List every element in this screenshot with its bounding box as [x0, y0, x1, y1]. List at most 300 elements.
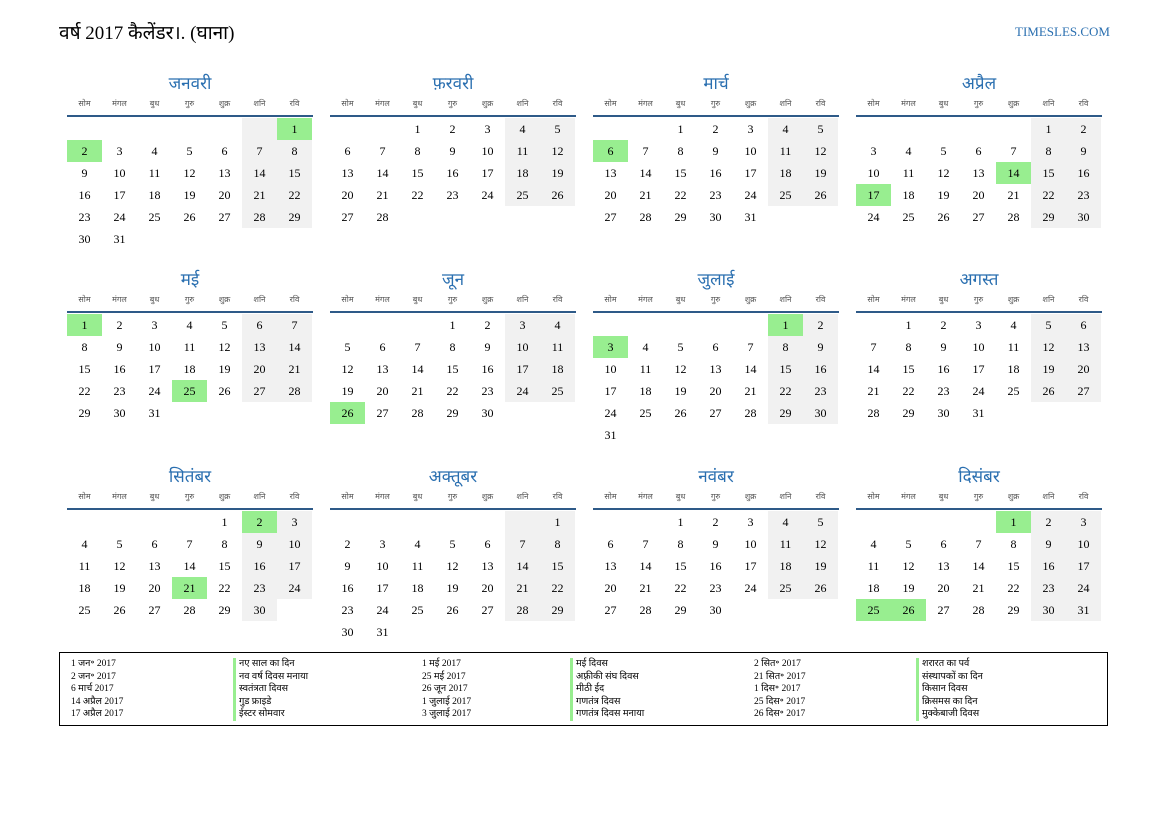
- day-cell[interactable]: 6: [1066, 314, 1101, 336]
- day-cell[interactable]: 9: [242, 533, 277, 555]
- day-cell[interactable]: 22: [768, 380, 803, 402]
- day-cell[interactable]: 12: [902, 559, 915, 573]
- holiday-day-cell[interactable]: 14: [996, 162, 1031, 184]
- day-cell[interactable]: 7: [975, 537, 982, 551]
- day-cell[interactable]: 7: [1010, 144, 1017, 158]
- day-cell[interactable]: 16: [341, 581, 354, 595]
- day-cell[interactable]: 14: [639, 166, 652, 180]
- day-cell[interactable]: 28: [242, 206, 277, 228]
- day-cell[interactable]: 13: [148, 559, 161, 573]
- day-cell[interactable]: 11: [540, 336, 575, 358]
- day-cell[interactable]: 17: [744, 166, 757, 180]
- day-cell[interactable]: 20: [709, 384, 722, 398]
- day-cell[interactable]: 9: [940, 340, 947, 354]
- day-cell[interactable]: 1: [221, 515, 228, 529]
- day-cell[interactable]: 17: [505, 358, 540, 380]
- day-cell[interactable]: 17: [1066, 555, 1101, 577]
- day-cell[interactable]: 10: [481, 144, 494, 158]
- day-cell[interactable]: 5: [540, 118, 575, 140]
- day-cell[interactable]: 19: [674, 384, 687, 398]
- day-cell[interactable]: 13: [242, 336, 277, 358]
- day-cell[interactable]: 20: [604, 581, 617, 595]
- day-cell[interactable]: 22: [446, 384, 459, 398]
- day-cell[interactable]: 19: [937, 188, 950, 202]
- day-cell[interactable]: 12: [803, 140, 838, 162]
- day-cell[interactable]: 25: [148, 210, 161, 224]
- day-cell[interactable]: 23: [481, 384, 494, 398]
- holiday-day-cell[interactable]: 1: [768, 314, 803, 336]
- day-cell[interactable]: 23: [803, 380, 838, 402]
- day-cell[interactable]: 28: [639, 210, 652, 224]
- day-cell[interactable]: 10: [113, 166, 126, 180]
- day-cell[interactable]: 29: [768, 402, 803, 424]
- day-cell[interactable]: 26: [937, 210, 950, 224]
- day-cell[interactable]: 29: [446, 406, 459, 420]
- day-cell[interactable]: 4: [768, 118, 803, 140]
- day-cell[interactable]: 8: [768, 336, 803, 358]
- day-cell[interactable]: 10: [376, 559, 389, 573]
- day-cell[interactable]: 17: [148, 362, 161, 376]
- day-cell[interactable]: 24: [604, 406, 617, 420]
- day-cell[interactable]: 8: [1031, 140, 1066, 162]
- day-cell[interactable]: 10: [505, 336, 540, 358]
- day-cell[interactable]: 18: [505, 162, 540, 184]
- day-cell[interactable]: 30: [341, 625, 354, 639]
- day-cell[interactable]: 9: [484, 340, 491, 354]
- day-cell[interactable]: 10: [744, 537, 757, 551]
- day-cell[interactable]: 18: [768, 162, 803, 184]
- day-cell[interactable]: 29: [78, 406, 91, 420]
- holiday-day-cell[interactable]: 1: [277, 118, 312, 140]
- day-cell[interactable]: 14: [639, 559, 652, 573]
- day-cell[interactable]: 2: [712, 122, 719, 136]
- day-cell[interactable]: 13: [1066, 336, 1101, 358]
- day-cell[interactable]: 8: [905, 340, 912, 354]
- day-cell[interactable]: 26: [113, 603, 126, 617]
- day-cell[interactable]: 23: [1031, 577, 1066, 599]
- day-cell[interactable]: 29: [674, 603, 687, 617]
- day-cell[interactable]: 25: [540, 380, 575, 402]
- day-cell[interactable]: 21: [639, 188, 652, 202]
- day-cell[interactable]: 13: [604, 559, 617, 573]
- day-cell[interactable]: 30: [709, 210, 722, 224]
- day-cell[interactable]: 9: [344, 559, 351, 573]
- day-cell[interactable]: 24: [277, 577, 312, 599]
- day-cell[interactable]: 30: [803, 402, 838, 424]
- day-cell[interactable]: 16: [113, 362, 126, 376]
- day-cell[interactable]: 27: [604, 603, 617, 617]
- day-cell[interactable]: 3: [870, 144, 877, 158]
- holiday-day-cell[interactable]: 21: [172, 577, 207, 599]
- day-cell[interactable]: 22: [1031, 184, 1066, 206]
- day-cell[interactable]: 9: [712, 144, 719, 158]
- day-cell[interactable]: 20: [341, 188, 354, 202]
- day-cell[interactable]: 26: [1031, 380, 1066, 402]
- day-cell[interactable]: 8: [1010, 537, 1017, 551]
- day-cell[interactable]: 7: [186, 537, 193, 551]
- day-cell[interactable]: 10: [1066, 533, 1101, 555]
- day-cell[interactable]: 7: [642, 144, 649, 158]
- day-cell[interactable]: 27: [1066, 380, 1101, 402]
- holiday-day-cell[interactable]: 25: [172, 380, 207, 402]
- day-cell[interactable]: 12: [341, 362, 354, 376]
- day-cell[interactable]: 18: [639, 384, 652, 398]
- day-cell[interactable]: 13: [376, 362, 389, 376]
- day-cell[interactable]: 2: [1066, 118, 1101, 140]
- day-cell[interactable]: 19: [1031, 358, 1066, 380]
- day-cell[interactable]: 26: [183, 210, 196, 224]
- day-cell[interactable]: 5: [116, 537, 123, 551]
- day-cell[interactable]: 24: [867, 210, 880, 224]
- day-cell[interactable]: 30: [1066, 206, 1101, 228]
- day-cell[interactable]: 9: [81, 166, 88, 180]
- day-cell[interactable]: 8: [221, 537, 228, 551]
- day-cell[interactable]: 24: [148, 384, 161, 398]
- day-cell[interactable]: 3: [484, 122, 491, 136]
- day-cell[interactable]: 4: [870, 537, 877, 551]
- day-cell[interactable]: 20: [604, 188, 617, 202]
- day-cell[interactable]: 7: [505, 533, 540, 555]
- day-cell[interactable]: 11: [505, 140, 540, 162]
- day-cell[interactable]: 10: [972, 340, 985, 354]
- day-cell[interactable]: 2: [803, 314, 838, 336]
- day-cell[interactable]: 12: [113, 559, 126, 573]
- day-cell[interactable]: 4: [540, 314, 575, 336]
- day-cell[interactable]: 9: [449, 144, 456, 158]
- day-cell[interactable]: 12: [183, 166, 196, 180]
- day-cell[interactable]: 19: [218, 362, 231, 376]
- day-cell[interactable]: 27: [972, 210, 985, 224]
- day-cell[interactable]: 9: [803, 336, 838, 358]
- day-cell[interactable]: 24: [113, 210, 126, 224]
- day-cell[interactable]: 24: [1066, 577, 1101, 599]
- day-cell[interactable]: 19: [803, 162, 838, 184]
- day-cell[interactable]: 2: [940, 318, 947, 332]
- day-cell[interactable]: 23: [341, 603, 354, 617]
- day-cell[interactable]: 4: [505, 118, 540, 140]
- day-cell[interactable]: 27: [481, 603, 494, 617]
- day-cell[interactable]: 6: [975, 144, 982, 158]
- day-cell[interactable]: 13: [937, 559, 950, 573]
- day-cell[interactable]: 19: [540, 162, 575, 184]
- day-cell[interactable]: 8: [677, 144, 684, 158]
- day-cell[interactable]: 12: [803, 533, 838, 555]
- day-cell[interactable]: 29: [218, 603, 231, 617]
- day-cell[interactable]: 30: [1031, 599, 1066, 621]
- day-cell[interactable]: 14: [376, 166, 389, 180]
- day-cell[interactable]: 30: [113, 406, 126, 420]
- holiday-day-cell[interactable]: 1: [67, 314, 102, 336]
- day-cell[interactable]: 9: [1031, 533, 1066, 555]
- holiday-day-cell[interactable]: 2: [67, 140, 102, 162]
- day-cell[interactable]: 7: [242, 140, 277, 162]
- day-cell[interactable]: 28: [411, 406, 424, 420]
- day-cell[interactable]: 16: [709, 166, 722, 180]
- day-cell[interactable]: 21: [744, 384, 757, 398]
- day-cell[interactable]: 12: [674, 362, 687, 376]
- day-cell[interactable]: 5: [677, 340, 684, 354]
- day-cell[interactable]: 28: [744, 406, 757, 420]
- day-cell[interactable]: 15: [674, 559, 687, 573]
- day-cell[interactable]: 20: [376, 384, 389, 398]
- day-cell[interactable]: 7: [379, 144, 386, 158]
- day-cell[interactable]: 13: [972, 166, 985, 180]
- day-cell[interactable]: 30: [242, 599, 277, 621]
- holiday-day-cell[interactable]: 2: [242, 511, 277, 533]
- day-cell[interactable]: 23: [937, 384, 950, 398]
- day-cell[interactable]: 10: [148, 340, 161, 354]
- day-cell[interactable]: 5: [905, 537, 912, 551]
- day-cell[interactable]: 20: [218, 188, 231, 202]
- day-cell[interactable]: 3: [1066, 511, 1101, 533]
- day-cell[interactable]: 1: [414, 122, 421, 136]
- day-cell[interactable]: 3: [975, 318, 982, 332]
- day-cell[interactable]: 30: [78, 232, 91, 246]
- day-cell[interactable]: 3: [379, 537, 386, 551]
- day-cell[interactable]: 6: [242, 314, 277, 336]
- day-cell[interactable]: 13: [604, 166, 617, 180]
- day-cell[interactable]: 1: [540, 511, 575, 533]
- day-cell[interactable]: 12: [218, 340, 231, 354]
- day-cell[interactable]: 15: [411, 166, 424, 180]
- day-cell[interactable]: 27: [218, 210, 231, 224]
- day-cell[interactable]: 21: [242, 184, 277, 206]
- day-cell[interactable]: 19: [803, 555, 838, 577]
- day-cell[interactable]: 25: [902, 210, 915, 224]
- day-cell[interactable]: 28: [639, 603, 652, 617]
- day-cell[interactable]: 20: [148, 581, 161, 595]
- day-cell[interactable]: 10: [604, 362, 617, 376]
- day-cell[interactable]: 14: [744, 362, 757, 376]
- day-cell[interactable]: 12: [1031, 336, 1066, 358]
- day-cell[interactable]: 14: [972, 559, 985, 573]
- day-cell[interactable]: 15: [277, 162, 312, 184]
- day-cell[interactable]: 4: [642, 340, 649, 354]
- day-cell[interactable]: 24: [505, 380, 540, 402]
- day-cell[interactable]: 29: [540, 599, 575, 621]
- day-cell[interactable]: 2: [449, 122, 456, 136]
- day-cell[interactable]: 29: [902, 406, 915, 420]
- day-cell[interactable]: 22: [277, 184, 312, 206]
- day-cell[interactable]: 11: [768, 140, 803, 162]
- day-cell[interactable]: 21: [867, 384, 880, 398]
- day-cell[interactable]: 26: [674, 406, 687, 420]
- day-cell[interactable]: 8: [414, 144, 421, 158]
- day-cell[interactable]: 3: [277, 511, 312, 533]
- day-cell[interactable]: 17: [604, 384, 617, 398]
- day-cell[interactable]: 14: [505, 555, 540, 577]
- day-cell[interactable]: 16: [78, 188, 91, 202]
- day-cell[interactable]: 23: [1066, 184, 1101, 206]
- holiday-day-cell[interactable]: 1: [996, 511, 1031, 533]
- day-cell[interactable]: 14: [277, 336, 312, 358]
- day-cell[interactable]: 23: [78, 210, 91, 224]
- day-cell[interactable]: 19: [113, 581, 126, 595]
- day-cell[interactable]: 11: [902, 166, 915, 180]
- day-cell[interactable]: 21: [277, 358, 312, 380]
- day-cell[interactable]: 5: [186, 144, 193, 158]
- day-cell[interactable]: 8: [677, 537, 684, 551]
- day-cell[interactable]: 5: [221, 318, 228, 332]
- day-cell[interactable]: 23: [446, 188, 459, 202]
- holiday-day-cell[interactable]: 3: [593, 336, 628, 358]
- day-cell[interactable]: 23: [113, 384, 126, 398]
- day-cell[interactable]: 30: [937, 406, 950, 420]
- day-cell[interactable]: 1: [1031, 118, 1066, 140]
- day-cell[interactable]: 11: [78, 559, 91, 573]
- day-cell[interactable]: 29: [1031, 206, 1066, 228]
- day-cell[interactable]: 14: [411, 362, 424, 376]
- day-cell[interactable]: 21: [972, 581, 985, 595]
- day-cell[interactable]: 23: [709, 581, 722, 595]
- day-cell[interactable]: 5: [449, 537, 456, 551]
- day-cell[interactable]: 19: [341, 384, 354, 398]
- day-cell[interactable]: 18: [867, 581, 880, 595]
- day-cell[interactable]: 16: [1031, 555, 1066, 577]
- day-cell[interactable]: 29: [674, 210, 687, 224]
- day-cell[interactable]: 17: [376, 581, 389, 595]
- day-cell[interactable]: 4: [1010, 318, 1017, 332]
- day-cell[interactable]: 4: [414, 537, 421, 551]
- day-cell[interactable]: 25: [639, 406, 652, 420]
- day-cell[interactable]: 18: [148, 188, 161, 202]
- day-cell[interactable]: 6: [379, 340, 386, 354]
- day-cell[interactable]: 20: [481, 581, 494, 595]
- day-cell[interactable]: 28: [867, 406, 880, 420]
- day-cell[interactable]: 6: [484, 537, 491, 551]
- day-cell[interactable]: 21: [376, 188, 389, 202]
- day-cell[interactable]: 31: [604, 428, 617, 442]
- day-cell[interactable]: 15: [446, 362, 459, 376]
- day-cell[interactable]: 16: [803, 358, 838, 380]
- day-cell[interactable]: 17: [481, 166, 494, 180]
- day-cell[interactable]: 18: [768, 555, 803, 577]
- day-cell[interactable]: 11: [1007, 340, 1020, 354]
- day-cell[interactable]: 7: [277, 314, 312, 336]
- day-cell[interactable]: 24: [744, 581, 757, 595]
- day-cell[interactable]: 26: [803, 577, 838, 599]
- day-cell[interactable]: 24: [972, 384, 985, 398]
- day-cell[interactable]: 15: [78, 362, 91, 376]
- day-cell[interactable]: 27: [242, 380, 277, 402]
- day-cell[interactable]: 29: [277, 206, 312, 228]
- holiday-day-cell[interactable]: 26: [891, 599, 926, 621]
- day-cell[interactable]: 6: [344, 144, 351, 158]
- day-cell[interactable]: 2: [344, 537, 351, 551]
- day-cell[interactable]: 7: [642, 537, 649, 551]
- day-cell[interactable]: 8: [81, 340, 88, 354]
- day-cell[interactable]: 11: [183, 340, 196, 354]
- day-cell[interactable]: 13: [341, 166, 354, 180]
- day-cell[interactable]: 24: [744, 188, 757, 202]
- day-cell[interactable]: 27: [604, 210, 617, 224]
- day-cell[interactable]: 18: [183, 362, 196, 376]
- day-cell[interactable]: 6: [221, 144, 228, 158]
- day-cell[interactable]: 31: [148, 406, 161, 420]
- day-cell[interactable]: 21: [505, 577, 540, 599]
- day-cell[interactable]: 18: [411, 581, 424, 595]
- day-cell[interactable]: 23: [709, 188, 722, 202]
- day-cell[interactable]: 10: [277, 533, 312, 555]
- day-cell[interactable]: 22: [78, 384, 91, 398]
- day-cell[interactable]: 19: [902, 581, 915, 595]
- day-cell[interactable]: 28: [376, 210, 389, 224]
- day-cell[interactable]: 15: [540, 555, 575, 577]
- day-cell[interactable]: 3: [505, 314, 540, 336]
- day-cell[interactable]: 19: [446, 581, 459, 595]
- day-cell[interactable]: 31: [744, 210, 757, 224]
- day-cell[interactable]: 16: [1066, 162, 1101, 184]
- day-cell[interactable]: 27: [376, 406, 389, 420]
- day-cell[interactable]: 17: [113, 188, 126, 202]
- day-cell[interactable]: 18: [78, 581, 91, 595]
- day-cell[interactable]: 26: [803, 184, 838, 206]
- day-cell[interactable]: 5: [344, 340, 351, 354]
- day-cell[interactable]: 6: [607, 537, 614, 551]
- day-cell[interactable]: 26: [218, 384, 231, 398]
- day-cell[interactable]: 28: [505, 599, 540, 621]
- day-cell[interactable]: 10: [867, 166, 880, 180]
- day-cell[interactable]: 31: [1066, 599, 1101, 621]
- day-cell[interactable]: 28: [183, 603, 196, 617]
- day-cell[interactable]: 15: [768, 358, 803, 380]
- day-cell[interactable]: 25: [78, 603, 91, 617]
- day-cell[interactable]: 13: [709, 362, 722, 376]
- holiday-day-cell[interactable]: 25: [856, 599, 891, 621]
- day-cell[interactable]: 20: [972, 188, 985, 202]
- day-cell[interactable]: 11: [768, 533, 803, 555]
- day-cell[interactable]: 21: [1007, 188, 1020, 202]
- day-cell[interactable]: 30: [481, 406, 494, 420]
- day-cell[interactable]: 5: [803, 511, 838, 533]
- day-cell[interactable]: 14: [867, 362, 880, 376]
- day-cell[interactable]: 20: [242, 358, 277, 380]
- day-cell[interactable]: 9: [712, 537, 719, 551]
- day-cell[interactable]: 6: [151, 537, 158, 551]
- day-cell[interactable]: 20: [1066, 358, 1101, 380]
- day-cell[interactable]: 22: [218, 581, 231, 595]
- day-cell[interactable]: 29: [1007, 603, 1020, 617]
- day-cell[interactable]: 27: [709, 406, 722, 420]
- day-cell[interactable]: 2: [712, 515, 719, 529]
- day-cell[interactable]: 5: [803, 118, 838, 140]
- day-cell[interactable]: 31: [972, 406, 985, 420]
- day-cell[interactable]: 12: [540, 140, 575, 162]
- day-cell[interactable]: 5: [1031, 314, 1066, 336]
- day-cell[interactable]: 14: [242, 162, 277, 184]
- day-cell[interactable]: 4: [905, 144, 912, 158]
- day-cell[interactable]: 1: [905, 318, 912, 332]
- day-cell[interactable]: 31: [376, 625, 389, 639]
- day-cell[interactable]: 26: [540, 184, 575, 206]
- day-cell[interactable]: 19: [183, 188, 196, 202]
- day-cell[interactable]: 21: [411, 384, 424, 398]
- day-cell[interactable]: 4: [768, 511, 803, 533]
- day-cell[interactable]: 11: [639, 362, 652, 376]
- day-cell[interactable]: 3: [116, 144, 123, 158]
- day-cell[interactable]: 11: [148, 166, 161, 180]
- day-cell[interactable]: 28: [972, 603, 985, 617]
- day-cell[interactable]: 22: [674, 188, 687, 202]
- day-cell[interactable]: 27: [341, 210, 354, 224]
- day-cell[interactable]: 25: [768, 184, 803, 206]
- day-cell[interactable]: 11: [867, 559, 880, 573]
- day-cell[interactable]: 22: [540, 577, 575, 599]
- day-cell[interactable]: 27: [148, 603, 161, 617]
- day-cell[interactable]: 22: [902, 384, 915, 398]
- holiday-day-cell[interactable]: 26: [330, 402, 365, 424]
- day-cell[interactable]: 26: [446, 603, 459, 617]
